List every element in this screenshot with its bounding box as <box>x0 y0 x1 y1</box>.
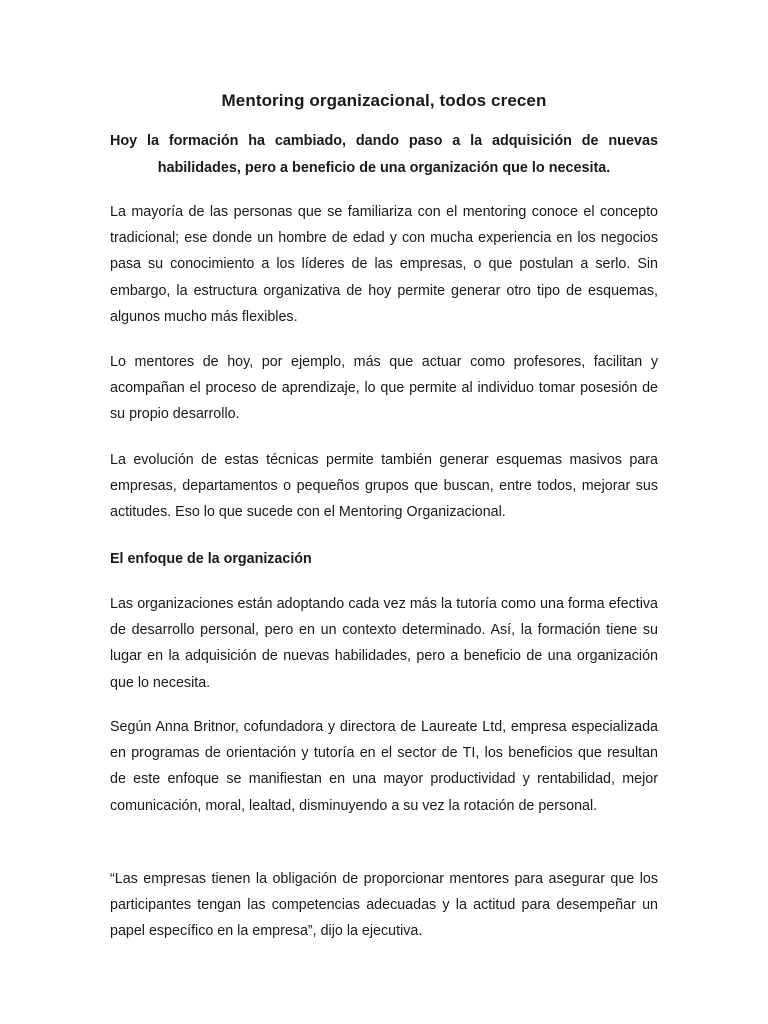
paragraph-mentors: Lo mentores de hoy, por ejemplo, más que actuar como profesores, facilitan y acompañan el proceso de aprendizaje, lo que permite al individuo tomar posesión de su propio desarrollo. <box>110 354 658 423</box>
paragraph-britnor: Según Anna Britnor, cofundadora y directora de Laureate Ltd, empresa especializada en programas de orientación y tutoría en el sector de TI, los beneficios que resultan de este enfoque se manifiestan en una mayor productividad y rentabilidad, mejor comunicación, moral, lealtad, disminuyendo a su vez la rotación de personal. <box>110 719 658 814</box>
paragraph-evolution: La evolución de estas técnicas permite también generar esquemas masivos para empresas, departamentos o pequeños grupos que buscan, entre todos, mejorar sus actitudes. Eso lo que sucede con el Mentoring Organizacional. <box>110 452 658 521</box>
document-subtitle: Hoy la formación ha cambiado, dando paso a la adquisición de nuevas habilidades, pero a beneficio de una organización que lo necesita. <box>110 133 658 176</box>
section-heading: El enfoque de la organización <box>110 551 312 567</box>
paragraph-quote: “Las empresas tienen la obligación de proporcionar mentores para asegurar que los participantes tengan las competencias adecuadas y la actitud para desempeñar un papel específico en la empresa”, dijo la ejecutiva. <box>110 871 658 940</box>
paragraph-intro: La mayoría de las personas que se familiariza con el mentoring conoce el concepto tradicional; ese donde un hombre de edad y con mucha experiencia en los negocios pasa su conocimiento a los líderes de las empresas, o que postulan a serlo. Sin embargo, la estructura organizativa de hoy permite generar otro tipo de esquemas, algunos mucho más flexibles. <box>110 204 658 325</box>
paragraph-organizations: Las organizaciones están adoptando cada vez más la tutoría como una forma efectiva de desarrollo personal, pero en un contexto determinado. Así, la formación tiene su lugar en la adquisición de nuevas habilidades, pero a beneficio de una organización que lo necesita. <box>110 596 658 691</box>
document-title: Mentoring organizacional, todos crecen <box>221 91 547 110</box>
